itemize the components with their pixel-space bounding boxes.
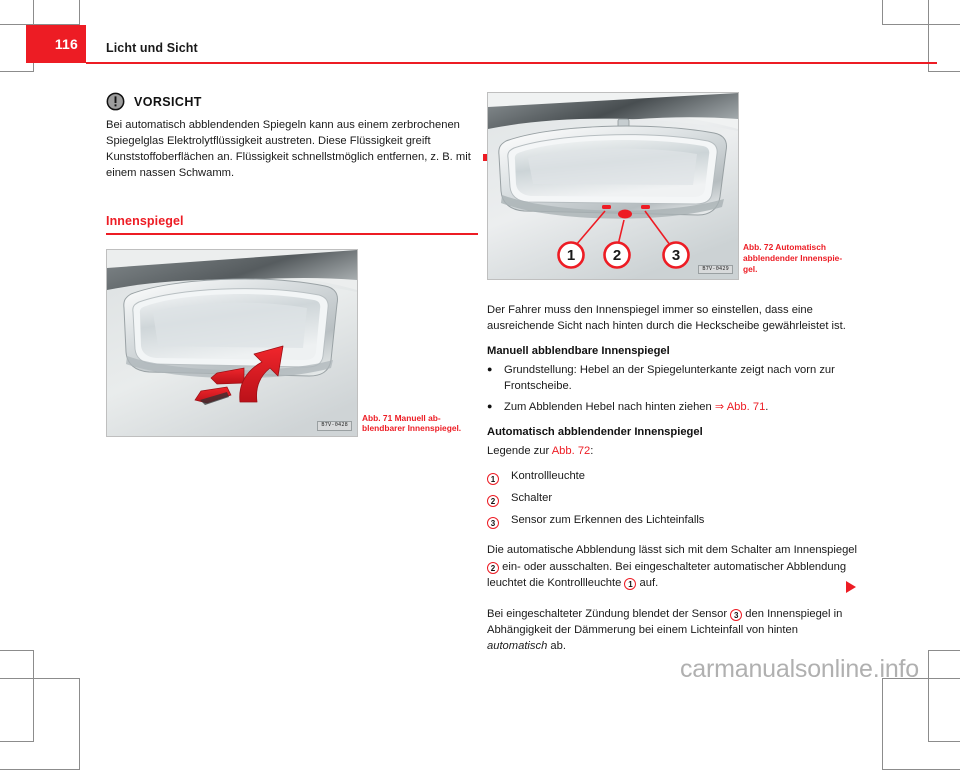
right-column [487, 92, 859, 665]
figure-71-caption [362, 413, 474, 435]
bullet-dot-icon: ● [487, 401, 493, 412]
legend-label: Schalter [511, 491, 553, 504]
legend-intro [487, 443, 859, 459]
legend-item [487, 490, 859, 509]
section-heading: Innenspiegel [106, 214, 184, 229]
legend-key [487, 468, 511, 487]
callout-number-2: 2 [487, 495, 499, 507]
section-heading-block [106, 214, 478, 235]
sensor-text-1: Bei eingeschalteter Zündung blendet der Sensor [487, 607, 731, 620]
figure-72-image [487, 92, 739, 280]
callout-3 [664, 243, 689, 268]
figure-72-caption-line1: Abb. 72 Automatisch [743, 242, 826, 252]
legend-intro-post: : [590, 445, 594, 458]
switch-text-1: Die automatische Abblendung lässt sich mit dem Schalter am Innenspiegel [487, 544, 858, 557]
right-column-text [487, 302, 859, 654]
legend-label: Sensor zum Erkennen des Lichteinfalls [511, 513, 705, 526]
warning-exclamation-circle-icon [106, 92, 125, 111]
switch-text-2: ein- oder ausschalten. Bei eingeschalteter automatischer Abblendung leuchtet die Kontrollleuchte [487, 560, 847, 589]
intro-paragraph: Der Fahrer muss den Innenspiegel immer so einstellen, dass eine ausreichende Sicht nach hinten durch die Heckscheibe gewährleistet ist. [487, 304, 846, 333]
bullet-dot-icon: ● [487, 364, 493, 375]
continuation-arrow-icon [846, 581, 856, 593]
svg-text:3: 3 [671, 247, 681, 264]
legend-key [487, 490, 511, 509]
page-number: 116 [54, 36, 78, 52]
callout-number-3: 3 [730, 609, 742, 621]
legend-item [487, 468, 859, 487]
callout-number-3: 3 [487, 517, 499, 529]
page-title: Licht und Sicht [106, 41, 198, 55]
manual-mirror-heading: Manuell abblendbare Innenspiegel [487, 345, 670, 358]
callout-2 [605, 243, 630, 268]
auto-mirror-heading: Automatisch abblendender Innenspiegel [487, 426, 703, 439]
switch-text-3: auf. [636, 576, 659, 589]
figure-crossref-71[interactable]: ⇒ Abb. 71 [714, 401, 766, 414]
watermark: carmanualsonline.info [680, 655, 920, 683]
sensor-emphasis: automatisch [487, 639, 548, 652]
auto-dimming-mirror-illustration [488, 93, 738, 279]
figure-71-caption-line2: blendbarer Innenspiegel. [362, 423, 462, 434]
sensor-text-2: den Innenspiegel in Abhängigkeit der Dämmerung bei einem Lichteinfall von hinten [487, 607, 843, 636]
warning-text: Bei automatisch abblendenden Spiegeln kann aus einem zerbrochenen Spiegelglas Elektrolytflüssigkeit austreten. Diese Flüssigkeit greift Kunststoffoberflächen an. Flüssigkeit schnellstmöglich entfernen, z. B. mit einem nassen Schwamm. [106, 119, 471, 180]
bullet-text [504, 399, 859, 415]
callout-1 [559, 243, 584, 268]
sensor-paragraph [487, 606, 859, 654]
left-column [106, 92, 478, 437]
crop-mark-bottom-right-b [882, 678, 960, 770]
callout-number-2: 2 [487, 562, 499, 574]
warning-label: VORSICHT [134, 94, 202, 109]
bullet-text-post: . [765, 401, 769, 414]
figure-72-caption [743, 242, 855, 274]
figure-71-code: B7V-0428 [317, 421, 352, 430]
figure-72 [487, 92, 859, 280]
figure-crossref-72[interactable]: Abb. 72 [551, 445, 591, 458]
section-heading-divider [106, 233, 478, 235]
callout-number-1: 1 [487, 473, 499, 485]
manual-dimming-mirror-illustration [107, 250, 357, 436]
warning-text-block [106, 117, 478, 181]
page-number-badge [26, 25, 86, 63]
bullet-text: Grundstellung: Hebel an der Spiegelunterkante zeigt nach vorn zur Frontscheibe. [504, 364, 835, 393]
legend-label: Kontrollleuchte [511, 470, 586, 483]
bullet-item [487, 399, 859, 415]
figure-72-caption-line2: abblendender Innenspie- [743, 252, 843, 263]
figure-72-caption-line3: gel. [743, 263, 758, 274]
svg-text:2: 2 [612, 247, 622, 264]
figure-71-caption-line1: Abb. 71 Manuell ab- [362, 412, 441, 423]
figure-72-code: B7V-0429 [698, 265, 733, 274]
bullet-text-pre: Zum Abblenden Hebel nach hinten ziehen [504, 401, 715, 414]
svg-text:1: 1 [566, 247, 576, 264]
switch-paragraph [487, 542, 859, 590]
bullet-item [487, 362, 859, 394]
warning-header [106, 92, 478, 111]
callout-number-1: 1 [624, 578, 636, 590]
legend-key [487, 512, 511, 531]
sensor-text-3: ab. [547, 639, 566, 652]
legend-intro-pre: Legende zur [487, 445, 552, 458]
legend-item [487, 512, 859, 531]
figure-71-image [106, 249, 358, 437]
crop-mark-bottom-left-b [0, 678, 80, 770]
header-divider [86, 62, 937, 64]
figure-71 [106, 249, 478, 437]
